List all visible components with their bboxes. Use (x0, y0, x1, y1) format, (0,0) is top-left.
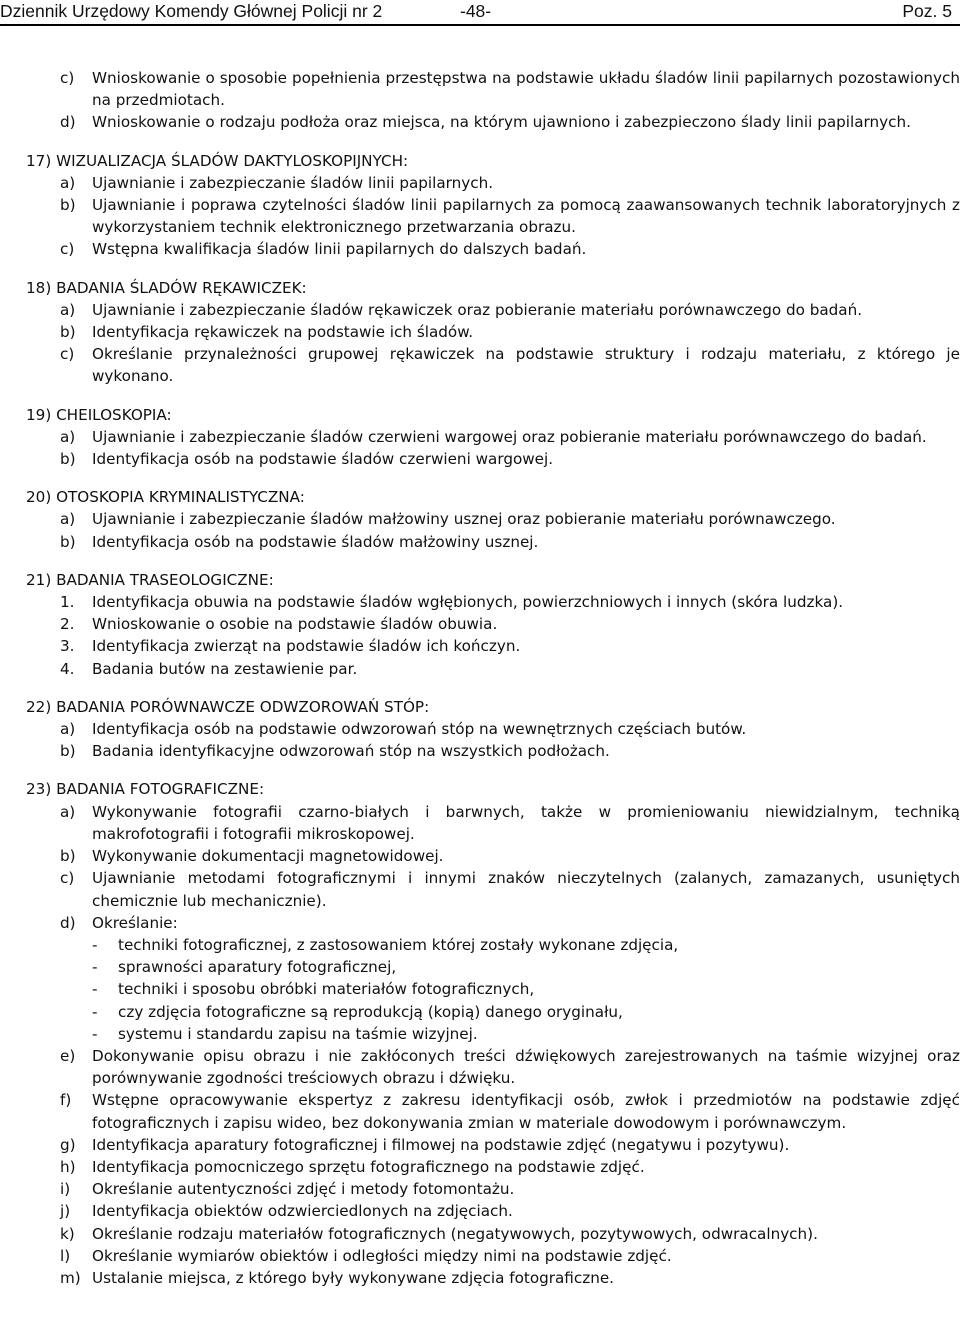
item-marker: g) (60, 1135, 76, 1154)
item-text: Określanie przynależności grupowej rękawiczek na podstawie struktury i rodzaju materiału, z którego je wykonano. (92, 345, 960, 386)
item-marker: a) (60, 427, 76, 446)
item-marker: a) (60, 300, 76, 319)
section (26, 150, 960, 261)
section (26, 778, 960, 1289)
item-marker: 4. (60, 659, 75, 678)
item-marker: - (92, 935, 98, 954)
section-title: 22) BADANIA PORÓWNAWCZE ODWZOROWAŃ STÓP: (26, 697, 430, 716)
section-title: 17) WIZUALIZACJA ŚLADÓW DAKTYLOSKOPIJNYCH: (26, 151, 409, 170)
list-item (26, 321, 960, 343)
item-text: Badania identyfikacyjne odwzorowań stóp na wszystkich podłożach. (92, 742, 610, 761)
item-text: Wstępna kwalifikacja śladów linii papilarnych do dalszych badań. (92, 240, 587, 259)
item-marker: c) (60, 869, 75, 888)
list-item (26, 1178, 960, 1200)
item-text: Wykonywanie fotografii czarno-białych i barwnych, także w promieniowaniu niewidzialnym, techniką makrofotografii i fotografii mikroskopowej. (92, 802, 960, 843)
list-item (26, 448, 960, 470)
item-marker: c) (60, 69, 75, 87)
list-item (26, 591, 960, 613)
list-item (26, 1223, 960, 1245)
sub-list-item (26, 1023, 960, 1045)
document-body (26, 67, 960, 1305)
section (26, 67, 960, 134)
item-marker: a) (60, 510, 76, 529)
item-marker: a) (60, 173, 76, 192)
item-text: Identyfikacja obiektów odzwierciedlonych na zdjęciach. (92, 1202, 513, 1221)
item-text: Identyfikacja osób na podstawie odwzorowań stóp na wewnętrznych częściach butów. (92, 720, 747, 739)
item-text: Badania butów na zestawienie par. (92, 659, 358, 678)
sub-list-item (26, 1001, 960, 1023)
item-marker: b) (60, 532, 76, 551)
list-item (26, 740, 960, 762)
list-item (26, 299, 960, 321)
item-marker: b) (60, 742, 76, 761)
page-number: -48- (460, 1, 492, 21)
item-marker: d) (60, 113, 76, 132)
list-item (26, 508, 960, 530)
section-title: 19) CHEILOSKOPIA: (26, 405, 172, 424)
item-marker: k) (60, 1224, 75, 1243)
list-item (26, 194, 960, 238)
list-item (26, 172, 960, 194)
item-marker: - (92, 980, 98, 999)
page-header (0, 0, 960, 24)
item-text: sprawności aparatury fotograficznej, (118, 958, 397, 977)
item-text: Identyfikacja osób na podstawie śladów czerwieni wargowej. (92, 450, 554, 469)
item-text: Identyfikacja aparatury fotograficznej i filmowej na podstawie zdjęć (negatywu i pozytywu). (92, 1135, 790, 1154)
section-title: 23) BADANIA FOTOGRAFICZNE: (26, 780, 265, 799)
item-marker: 3. (60, 637, 75, 656)
position-number: Poz. 5 (902, 1, 952, 21)
item-text: Określanie: (92, 913, 178, 932)
item-text: Określanie wymiarów obiektów i odległości między nimi na podstawie zdjęć. (92, 1246, 672, 1265)
item-marker: 1. (60, 593, 75, 612)
section-title: 18) BADANIA ŚLADÓW RĘKAWICZEK: (26, 278, 307, 297)
list-item (26, 912, 960, 934)
item-marker: b) (60, 847, 76, 866)
list-item (26, 426, 960, 448)
item-text: Określanie rodzaju materiałów fotograficznych (negatywowych, pozytywowych, odwracalnych). (92, 1224, 818, 1243)
list-item (26, 1156, 960, 1178)
sub-list-item (26, 978, 960, 1000)
item-marker: - (92, 958, 98, 977)
list-item (26, 1045, 960, 1089)
item-marker: h) (60, 1157, 76, 1176)
item-text: czy zdjęcia fotograficzne są reprodukcją (kopią) danego oryginału, (118, 1002, 623, 1021)
section (26, 696, 960, 763)
item-marker: f) (60, 1091, 72, 1110)
item-text: systemu i standardu zapisu na taśmie wizyjnej. (118, 1024, 478, 1043)
list-item (26, 658, 960, 680)
sub-list-item (26, 956, 960, 978)
list-item (26, 238, 960, 260)
section (26, 404, 960, 471)
section (26, 569, 960, 680)
item-marker: c) (60, 240, 75, 259)
header-rule (0, 24, 960, 26)
item-text: Ustalanie miejsca, z którego były wykonywane zdjęcia fotograficzne. (92, 1268, 614, 1287)
item-marker: b) (60, 196, 76, 215)
section (26, 277, 960, 388)
item-text: Wnioskowanie o osobie na podstawie śladów obuwia. (92, 615, 498, 634)
list-item (26, 613, 960, 635)
item-marker: b) (60, 450, 76, 469)
item-text: Wnioskowanie o rodzaju podłoża oraz miejsca, na którym ujawniono i zabezpieczono ślady linii papilarnych. (92, 113, 911, 132)
item-marker: e) (60, 1046, 76, 1065)
list-item (26, 845, 960, 867)
list-item (26, 343, 960, 387)
list-item (26, 1267, 960, 1289)
list-item (26, 111, 960, 133)
item-text: techniki fotograficznej, z zastosowaniem której zostały wykonane zdjęcia, (118, 935, 679, 954)
item-text: Wykonywanie dokumentacji magnetowidowej. (92, 847, 444, 866)
item-text: Ujawnianie i poprawa czytelności śladów linii papilarnych za pomocą zaawansowanych technik laboratoryjnych z wykorzystaniem technik elektronicznego przetwarzania obrazu. (92, 196, 960, 237)
section-title: 21) BADANIA TRASEOLOGICZNE: (26, 570, 274, 589)
section (26, 486, 960, 553)
item-marker: d) (60, 913, 76, 932)
item-text: Określanie autentyczności zdjęć i metody fotomontażu. (92, 1180, 515, 1199)
list-item (26, 635, 960, 657)
item-marker: - (92, 1024, 98, 1043)
list-item (26, 718, 960, 740)
list-item (26, 531, 960, 553)
item-marker: j) (60, 1202, 71, 1221)
item-text: Identyfikacja osób na podstawie śladów małżowiny usznej. (92, 532, 539, 551)
item-marker: a) (60, 802, 76, 821)
list-item (26, 1089, 960, 1133)
item-text: Wnioskowanie o sposobie popełnienia przestępstwa na podstawie układu śladów linii papilarnych pozostawionych na przedmiotach. (92, 69, 960, 110)
item-marker: l) (60, 1246, 71, 1265)
item-text: Identyfikacja obuwia na podstawie śladów wgłębionych, powierzchniowych i innych (skóra ludzka). (92, 593, 844, 612)
item-marker: a) (60, 720, 76, 739)
item-marker: c) (60, 345, 75, 364)
list-item (26, 1134, 960, 1156)
item-text: Identyfikacja pomocniczego sprzętu fotograficznego na podstawie zdjęć. (92, 1157, 645, 1176)
sub-list-item (26, 934, 960, 956)
item-marker: b) (60, 323, 76, 342)
item-marker: - (92, 1002, 98, 1021)
item-text: Identyfikacja zwierząt na podstawie śladów ich kończyn. (92, 637, 521, 656)
item-text: Ujawnianie i zabezpieczanie śladów rękawiczek oraz pobieranie materiału porównawczego do badań. (92, 300, 863, 319)
item-text: Wstępne opracowywanie ekspertyz z zakresu identyfikacji osób, zwłok i przedmiotów na podstawie zdjęć fotograficznych i zapisu wideo, bez dokonywania zmian w materiale dowodowym i porównawczym. (92, 1091, 960, 1132)
item-text: techniki i sposobu obróbki materiałów fotograficznych, (118, 980, 535, 999)
item-text: Ujawnianie i zabezpieczanie śladów linii papilarnych. (92, 173, 494, 192)
item-text: Ujawnianie metodami fotograficznymi i innymi znaków nieczytelnych (zalanych, zamazanych, usuniętych chemicznie lub mechanicznie). (92, 869, 960, 910)
list-item (26, 867, 960, 911)
journal-title: Dziennik Urzędowy Komendy Głównej Policji nr 2 (0, 1, 383, 21)
list-item (26, 1200, 960, 1222)
list-item (26, 67, 960, 111)
section-title: 20) OTOSKOPIA KRYMINALISTYCZNA: (26, 488, 305, 507)
item-text: Dokonywanie opisu obrazu i nie zakłóconych treści dźwiękowych zarejestrowanych na taśmie wizyjnej oraz porównywanie zgodności treściowych obrazu i dźwięku. (92, 1046, 960, 1088)
item-marker: m) (60, 1268, 81, 1287)
item-marker: i) (60, 1180, 71, 1199)
item-text: Ujawnianie i zabezpieczanie śladów małżowiny usznej oraz pobieranie materiału porównawczego. (92, 510, 836, 529)
list-item (26, 1245, 960, 1267)
item-marker: 2. (60, 615, 75, 634)
item-text: Ujawnianie i zabezpieczanie śladów czerwieni wargowej oraz pobieranie materiału porównawczego do badań. (92, 427, 927, 446)
item-text: Identyfikacja rękawiczek na podstawie ich śladów. (92, 323, 474, 342)
list-item (26, 801, 960, 845)
